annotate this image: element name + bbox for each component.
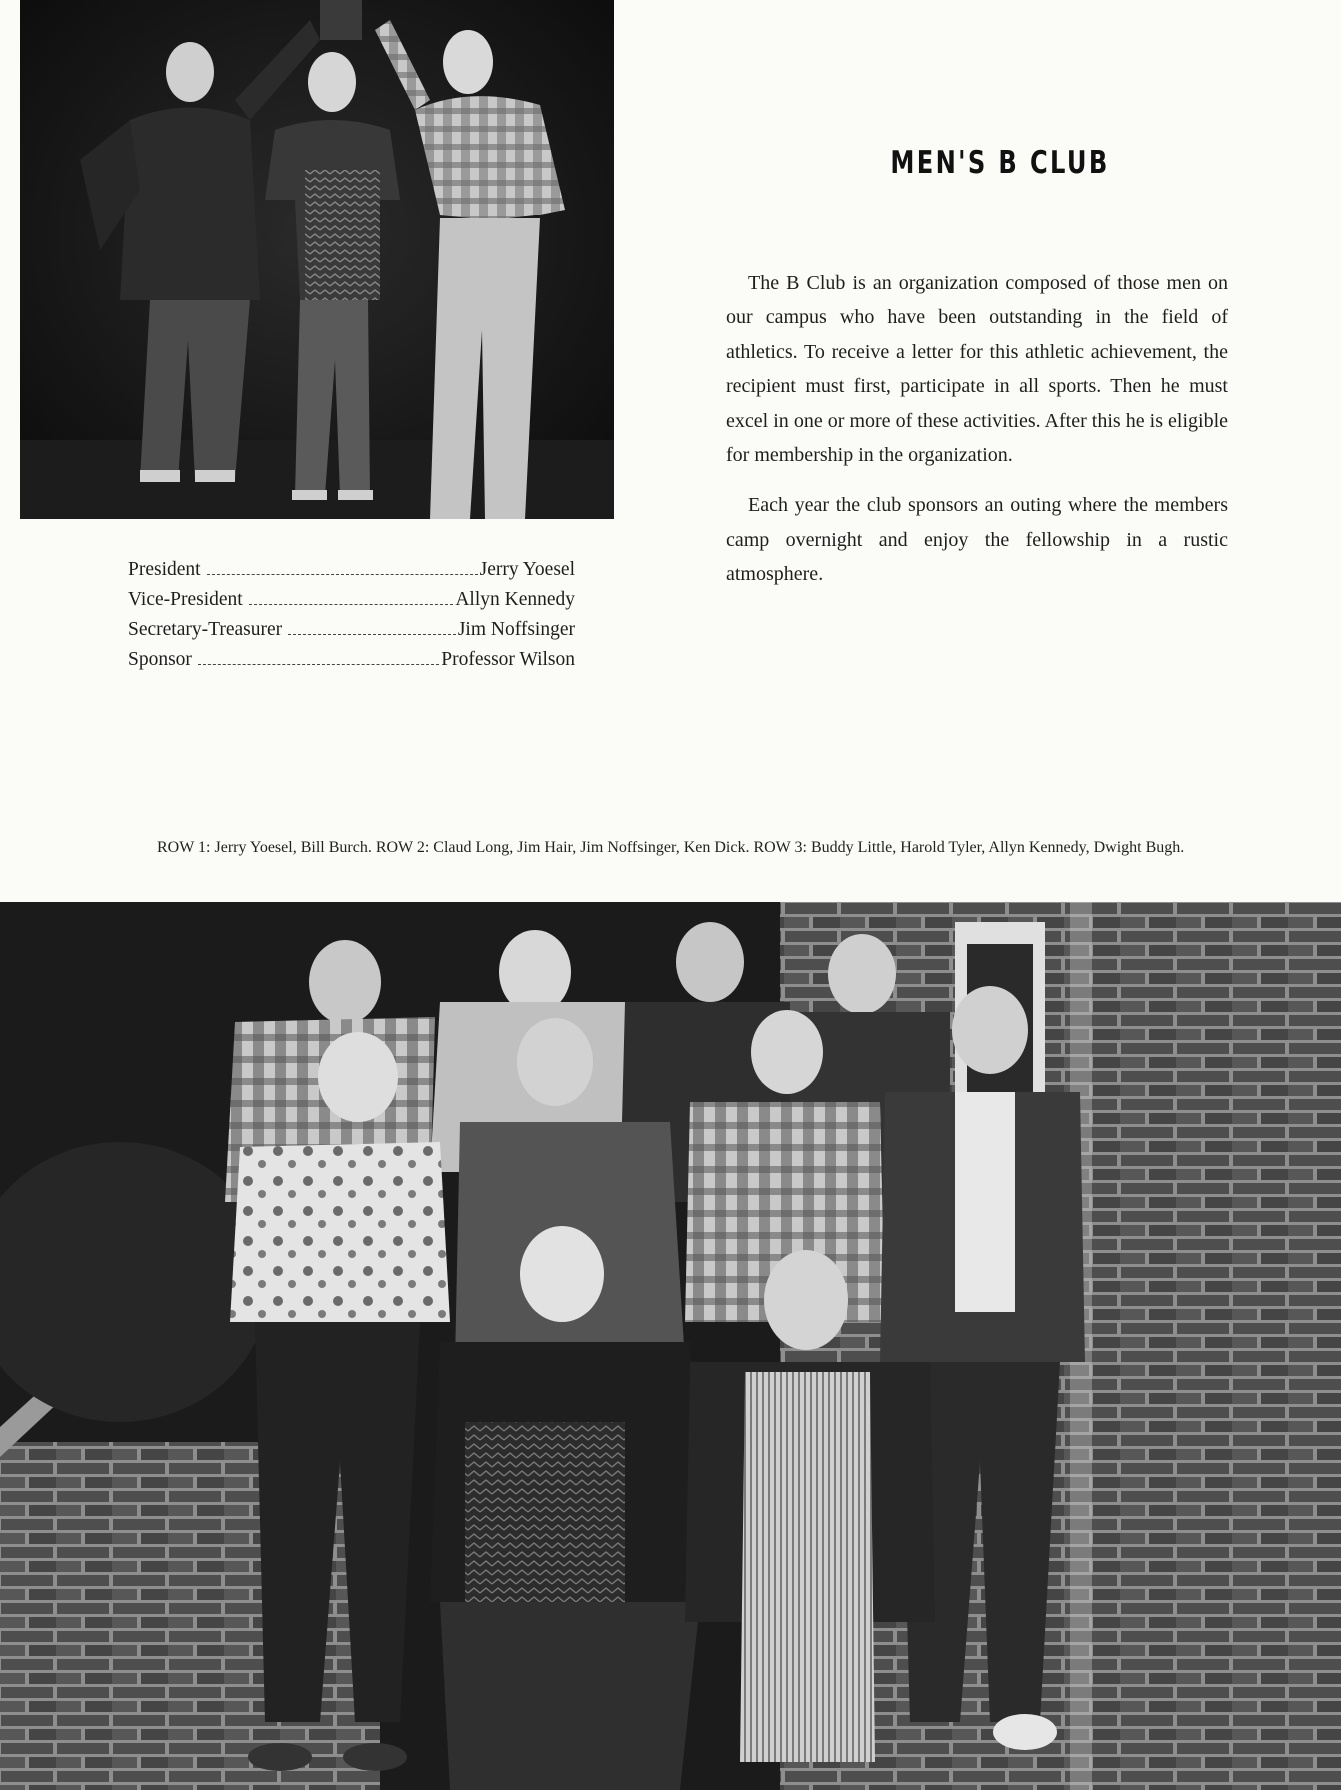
dotted-leader — [207, 574, 478, 575]
photo-caption: ROW 1: Jerry Yoesel, Bill Burch. ROW 2: Claud Long, Jim Hair, Jim Noffsinger, Ken Dick. ROW 3: Buddy Little, Harold Tyler, Allyn Kennedy, Dwight Bugh. — [157, 839, 1185, 856]
officer-row — [128, 645, 575, 675]
officer-name: Professor Wilson — [441, 649, 575, 670]
officer-name: Jerry Yoesel — [479, 559, 575, 580]
officer-name: Allyn Kennedy — [455, 589, 575, 610]
officer-role: Vice-President — [128, 589, 243, 610]
officer-name: Jim Noffsinger — [457, 619, 575, 640]
group-photo — [0, 902, 1341, 1790]
description-paragraph: Each year the club sponsors an outing where the members camp overnight and enjoy the fellowship in a rustic atmosphere. — [726, 494, 1228, 586]
officer-role: Secretary-Treasurer — [128, 619, 283, 640]
officer-role: President — [128, 559, 201, 580]
officers-photo — [20, 0, 614, 519]
dotted-leader — [249, 604, 454, 605]
officer-role: Sponsor — [128, 649, 192, 670]
officer-row — [128, 555, 575, 585]
officers-list — [128, 555, 575, 675]
officer-row — [128, 585, 575, 615]
description — [726, 266, 1228, 608]
dotted-leader — [198, 664, 439, 665]
description-paragraph: The B Club is an organization composed of those men on our campus who have been outstanding in the field of athletics. To receive a letter for this athletic achievement, the recipient must first, participate in all sports. Then he must excel in one or more of these activities. After this he is eligible for membership in the organization. — [726, 272, 1228, 467]
dotted-leader — [288, 634, 456, 635]
officer-row — [128, 615, 575, 645]
page-title: MEN'S B CLUB — [890, 145, 1110, 181]
